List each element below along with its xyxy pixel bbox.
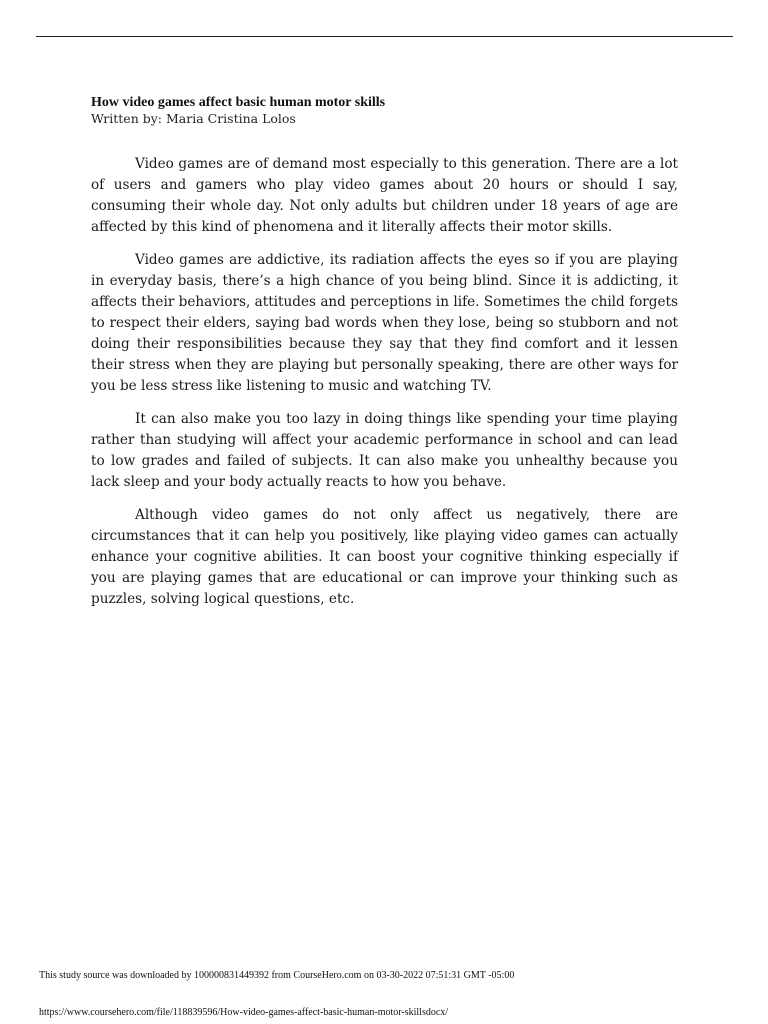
paragraph-1: Video games are of demand most especially to this generation. There are a lot of users and gamers who play video games about 20 hours or should I say, consuming their whole day. Not only adults but children under 18 years of age are affected by this kind of phenomena and it literally affects their motor skills. <box>91 156 678 235</box>
paragraph-4: Although video games do not only affect us negatively, there are circumstances that it can help you positively, like playing video games can actually enhance your cognitive abilities. It can boost your cognitive thinking especially if you are playing games that are educational or can improve your thinking such as puzzles, solving logical questions, etc. <box>91 507 678 607</box>
source-url-link[interactable]: https://www.coursehero.com/file/118839596/How-video-games-affect-basic-human-motor-skillsdocx/ <box>39 1007 449 1018</box>
top-divider <box>36 36 733 37</box>
paragraph-2: Video games are addictive, its radiation affects the eyes so if you are playing in everyday basis, there’s a high chance of you being blind. Since it is addicting, it affects their behaviors, attitudes and perceptions in life. Sometimes the child forgets to respect their elders, saying bad words when they lose, being so stubborn and not doing their responsibilities because they say that they find comfort and it lessen their stress when they are playing but personally speaking, there are other ways for you be less stress like listening to music and watching TV. <box>91 252 678 394</box>
download-notice: This study source was downloaded by 100000831449392 from CourseHero.com on 03-30-2022 07:51:31 GMT -05:00 <box>39 970 515 981</box>
document-body <box>91 94 678 622</box>
author-line: Written by: Maria Cristina Lolos <box>91 111 296 126</box>
document-title: How video games affect basic human motor skills <box>91 95 386 110</box>
paragraph-3: It can also make you too lazy in doing things like spending your time playing rather than studying will affect your academic performance in school and can lead to low grades and failed of subjects. It can also make you unhealthy because you lack sleep and your body actually reacts to how you behave. <box>91 411 678 490</box>
